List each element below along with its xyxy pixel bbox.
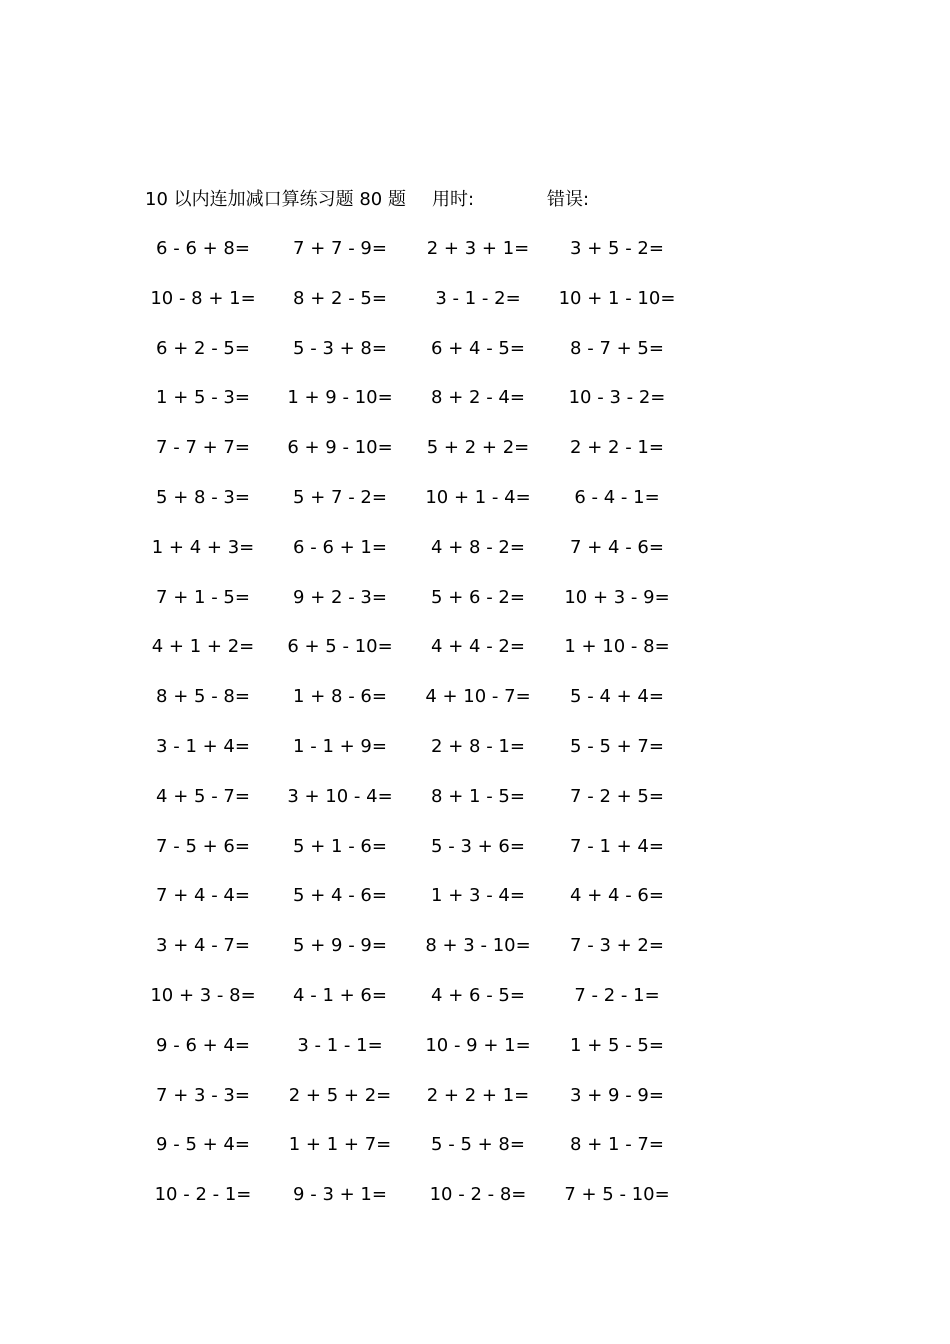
- problem-grid: [0, 234, 950, 1230]
- problem-row: [0, 832, 950, 882]
- arithmetic-problem: 5 + 4 - 6=: [293, 885, 387, 907]
- arithmetic-problem: 5 + 8 - 3=: [156, 486, 250, 508]
- arithmetic-problem: 5 - 4 + 4=: [570, 686, 664, 708]
- arithmetic-problem: 9 - 5 + 4=: [156, 1134, 250, 1156]
- arithmetic-problem: 4 + 1 + 2=: [151, 636, 255, 658]
- arithmetic-problem: 10 - 2 - 1=: [154, 1184, 252, 1206]
- problem-row: [0, 533, 950, 583]
- arithmetic-problem: 4 + 4 - 6=: [570, 885, 664, 907]
- arithmetic-problem: 2 + 2 + 1=: [426, 1084, 530, 1106]
- problem-row: [0, 1031, 950, 1081]
- arithmetic-problem: 8 - 7 + 5=: [570, 337, 664, 359]
- arithmetic-problem: 7 + 7 - 9=: [293, 238, 387, 259]
- arithmetic-problem: 6 + 9 - 10=: [287, 437, 393, 459]
- arithmetic-problem: 5 + 7 - 2=: [293, 486, 387, 508]
- arithmetic-problem: 8 + 2 - 4=: [431, 387, 525, 409]
- arithmetic-problem: 4 + 10 - 7=: [425, 686, 531, 708]
- errors-label: 错误:: [547, 189, 590, 210]
- arithmetic-problem: 6 - 6 + 1=: [293, 536, 387, 558]
- arithmetic-problem: 1 + 10 - 8=: [564, 636, 670, 658]
- arithmetic-problem: 1 + 3 - 4=: [431, 885, 525, 907]
- arithmetic-problem: 10 - 3 - 2=: [568, 387, 666, 409]
- worksheet-header: [0, 186, 950, 214]
- problem-row: [0, 284, 950, 334]
- arithmetic-problem: 10 + 1 - 4=: [425, 486, 531, 508]
- arithmetic-problem: 3 + 5 - 2=: [570, 238, 664, 259]
- arithmetic-problem: 3 + 9 - 9=: [570, 1084, 664, 1106]
- problem-row: [0, 632, 950, 682]
- arithmetic-problem: 1 + 5 - 5=: [570, 1034, 664, 1056]
- arithmetic-problem: 8 + 1 - 5=: [431, 785, 525, 807]
- problem-row: [0, 383, 950, 433]
- arithmetic-problem: 7 + 4 - 4=: [156, 885, 250, 907]
- problem-row: [0, 334, 950, 384]
- problem-row: [0, 433, 950, 483]
- arithmetic-problem: 6 + 4 - 5=: [431, 337, 525, 359]
- arithmetic-problem: 6 - 4 - 1=: [574, 486, 660, 508]
- arithmetic-problem: 4 + 4 - 2=: [431, 636, 525, 658]
- arithmetic-problem: 6 - 6 + 8=: [156, 238, 250, 259]
- problem-row: [0, 1130, 950, 1180]
- arithmetic-problem: 9 - 6 + 4=: [156, 1034, 250, 1056]
- arithmetic-problem: 7 + 4 - 6=: [570, 536, 664, 558]
- arithmetic-problem: 4 + 6 - 5=: [431, 984, 525, 1006]
- arithmetic-problem: 8 + 3 - 10=: [425, 935, 531, 957]
- time-used-label: 用时:: [432, 189, 475, 210]
- arithmetic-problem: 1 - 1 + 9=: [293, 735, 387, 757]
- arithmetic-problem: 9 + 2 - 3=: [293, 586, 387, 608]
- arithmetic-problem: 5 + 1 - 6=: [293, 835, 387, 857]
- arithmetic-problem: 2 + 2 - 1=: [570, 437, 664, 459]
- arithmetic-problem: 3 - 1 - 2=: [435, 287, 521, 309]
- problem-row: [0, 1081, 950, 1131]
- arithmetic-problem: 5 - 3 + 8=: [293, 337, 387, 359]
- arithmetic-problem: 10 + 3 - 8=: [150, 984, 256, 1006]
- problem-row: [0, 583, 950, 633]
- arithmetic-problem: 6 + 5 - 10=: [287, 636, 393, 658]
- arithmetic-problem: 3 - 1 - 1=: [297, 1034, 383, 1056]
- problem-row: [0, 881, 950, 931]
- arithmetic-problem: 2 + 8 - 1=: [431, 735, 525, 757]
- arithmetic-problem: 8 + 5 - 8=: [156, 686, 250, 708]
- arithmetic-problem: 1 + 4 + 3=: [151, 536, 255, 558]
- problem-row: [0, 782, 950, 832]
- arithmetic-problem: 7 - 5 + 6=: [156, 835, 250, 857]
- arithmetic-problem: 7 - 2 + 5=: [570, 785, 664, 807]
- arithmetic-problem: 5 + 6 - 2=: [431, 586, 525, 608]
- arithmetic-problem: 7 - 2 - 1=: [574, 984, 660, 1006]
- arithmetic-problem: 4 + 8 - 2=: [431, 536, 525, 558]
- arithmetic-problem: 10 + 3 - 9=: [564, 586, 670, 608]
- arithmetic-problem: 1 + 8 - 6=: [293, 686, 387, 708]
- arithmetic-problem: 7 + 1 - 5=: [156, 586, 250, 608]
- arithmetic-problem: 10 + 1 - 10=: [558, 287, 676, 309]
- arithmetic-problem: 5 - 5 + 8=: [431, 1134, 525, 1156]
- arithmetic-problem: 1 + 9 - 10=: [287, 387, 393, 409]
- problem-row: [0, 1180, 950, 1230]
- arithmetic-problem: 9 - 3 + 1=: [293, 1184, 387, 1206]
- arithmetic-problem: 7 - 7 + 7=: [156, 437, 250, 459]
- arithmetic-problem: 10 - 9 + 1=: [425, 1034, 531, 1056]
- arithmetic-problem: 7 - 3 + 2=: [570, 935, 664, 957]
- arithmetic-problem: 10 - 2 - 8=: [429, 1184, 527, 1206]
- arithmetic-problem: 2 + 5 + 2=: [288, 1084, 392, 1106]
- arithmetic-problem: 5 - 5 + 7=: [570, 735, 664, 757]
- arithmetic-problem: 10 - 8 + 1=: [150, 287, 256, 309]
- arithmetic-problem: 6 + 2 - 5=: [156, 337, 250, 359]
- arithmetic-problem: 7 + 5 - 10=: [564, 1184, 670, 1206]
- arithmetic-problem: 7 - 1 + 4=: [570, 835, 664, 857]
- problem-row: [0, 981, 950, 1031]
- arithmetic-problem: 4 + 5 - 7=: [156, 785, 250, 807]
- arithmetic-problem: 3 + 4 - 7=: [156, 935, 250, 957]
- worksheet-title: 10 以内连加减口算练习题 80 题: [145, 189, 406, 210]
- arithmetic-problem: 5 + 2 + 2=: [426, 437, 530, 459]
- problem-row: [0, 234, 950, 284]
- arithmetic-problem: 4 - 1 + 6=: [293, 984, 387, 1006]
- problem-row: [0, 682, 950, 732]
- arithmetic-problem: 5 - 3 + 6=: [431, 835, 525, 857]
- arithmetic-problem: 8 + 2 - 5=: [293, 287, 387, 309]
- problem-row: [0, 931, 950, 981]
- arithmetic-problem: 2 + 3 + 1=: [426, 238, 530, 259]
- problem-row: [0, 732, 950, 782]
- problem-row: [0, 483, 950, 533]
- arithmetic-problem: 1 + 5 - 3=: [156, 387, 250, 409]
- arithmetic-problem: 8 + 1 - 7=: [570, 1134, 664, 1156]
- arithmetic-problem: 3 + 10 - 4=: [287, 785, 393, 807]
- arithmetic-problem: 1 + 1 + 7=: [288, 1134, 392, 1156]
- arithmetic-problem: 7 + 3 - 3=: [156, 1084, 250, 1106]
- arithmetic-problem: 3 - 1 + 4=: [156, 735, 250, 757]
- arithmetic-problem: 5 + 9 - 9=: [293, 935, 387, 957]
